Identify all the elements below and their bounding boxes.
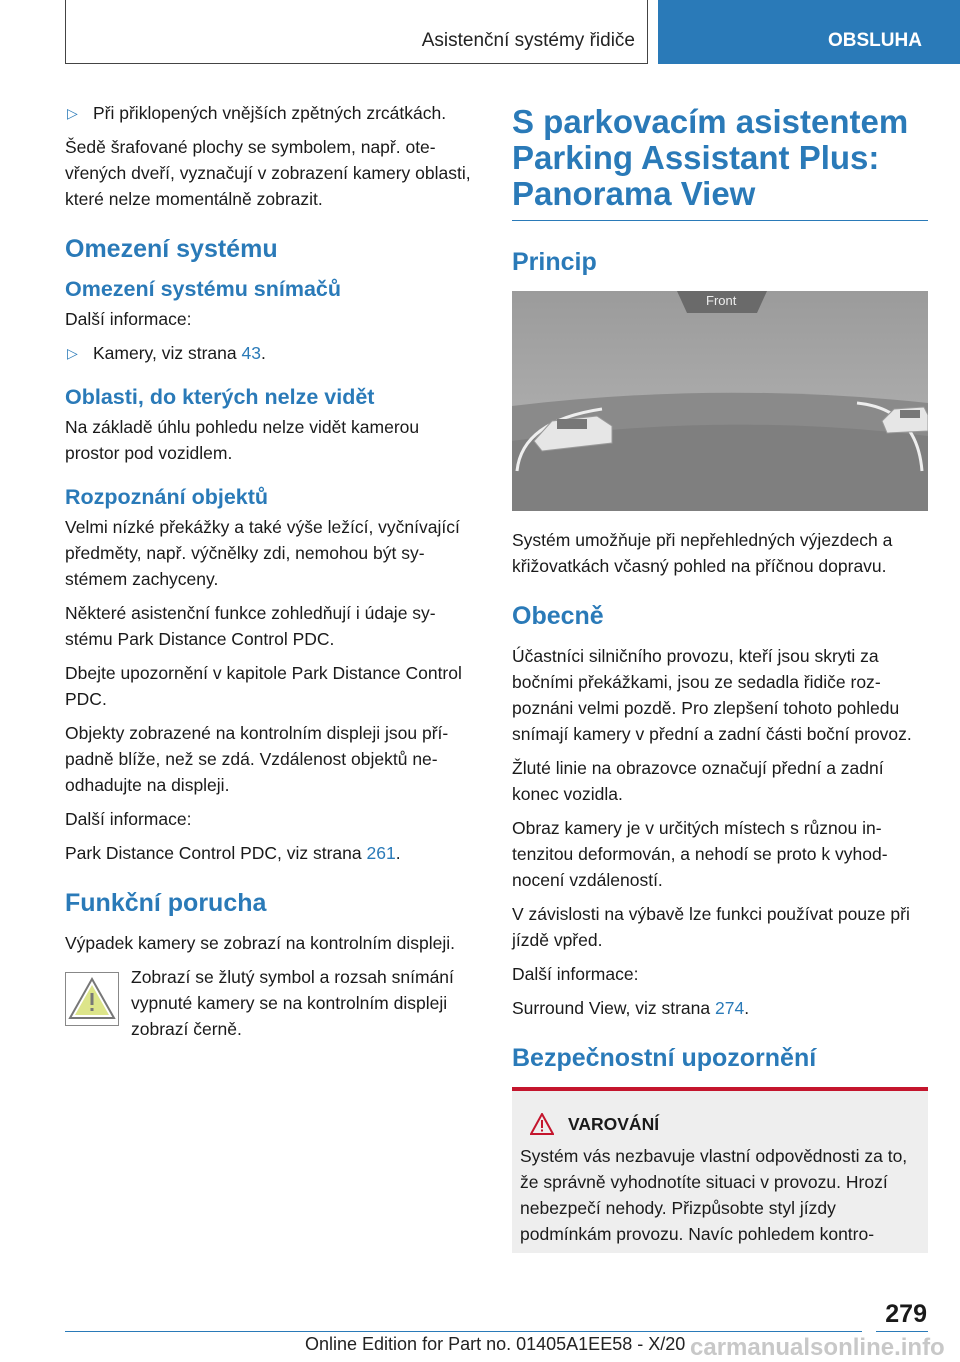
panorama-view-figure <box>512 291 928 511</box>
paragraph: Systém umožňuje při nepřehledných výjezdech a křižovatkách včasný pohled na příčnou dopravu. <box>512 530 893 576</box>
footer-divider-right <box>876 1331 928 1332</box>
header-box <box>65 0 648 64</box>
warning-box <box>512 1087 928 1253</box>
paragraph: Účastníci silničního provozu, kteří jsou skryti za bočními překážkami, jsou ze sedadla řidiče rozpoznáni velmi pozdě. Pro zlepšení tohoto pohledu snímají kamery v přední a zadní části boční provoz. <box>512 646 912 744</box>
list-item-text: Kamery, viz strana <box>93 343 242 363</box>
paragraph: Surround View, viz strana 274. <box>512 998 750 1018</box>
paragraph: Velmi nízké překážky a také výše ležící, vyčnívající předměty, např. výčnělky zdi, nemohou být systémem zachyceny. <box>65 517 460 589</box>
paragraph: Zobrazí se žlutý symbol a rozsah snímání vypnuté kamery se na kontrolním displeji zobrazí černě. <box>131 967 454 1039</box>
paragraph: Výpadek kamery se zobrazí na kontrolním displeji. <box>65 933 456 953</box>
paragraph: Objekty zobrazené na kontrolním displeji jsou případně blíže, než se zdá. Vzdálenost objektů neodhadujte na displeji. <box>65 723 449 795</box>
warning-title-row <box>520 1113 920 1135</box>
page-link-43[interactable]: 43 <box>241 343 261 363</box>
list-item <box>65 100 477 126</box>
warning-title: VAROVÁNÍ <box>568 1113 660 1134</box>
warning-icon <box>530 1113 554 1135</box>
warning-text: Systém vás nezbavuje vlastní odpovědnosti za to, že správně vyhodnotíte situaci v provozu. Hrozí nebezpečí nehody. Přizpůsobte styl jízdy podmínkám provozu. Navíc pohledem kontro- <box>520 1146 908 1244</box>
page-number: 279 <box>885 1300 927 1328</box>
left-column <box>65 100 477 1050</box>
heading-blind-areas: Oblasti, do kterých nelze vidět <box>65 385 375 409</box>
paragraph: Žluté linie na obrazovce označují přední a zadní konec vozidla. <box>512 758 884 804</box>
heading-sensor-limits: Omezení systému snímačů <box>65 277 342 301</box>
paragraph: V závislosti na výbavě lze funkci používat pouze při jízdě vpřed. <box>512 904 910 950</box>
page-link-261[interactable]: 261 <box>366 843 396 863</box>
section-title: S parkovacím asistentem Parking Assistant Plus: Panorama View <box>512 104 928 221</box>
surround-ref-text: Surround View, viz strana <box>512 998 715 1018</box>
paragraph: Obraz kamery je v určitých místech s různou intenzitou deformován, a nehodí se proto k vyhodnocení vzdáleností. <box>512 818 888 890</box>
watermark: carmanualsonline.info <box>690 1334 945 1361</box>
paragraph: Dbejte upozornění v kapitole Park Distance Control PDC. <box>65 663 462 709</box>
heading-malfunction: Funkční porucha <box>65 889 267 917</box>
paragraph: Park Distance Control PDC, viz strana 261. <box>65 843 401 863</box>
paragraph: Na základě úhlu pohledu nelze vidět kamerou prostor pod vozidlem. <box>65 417 420 463</box>
header-title: Asistenční systémy řidiče <box>421 30 635 51</box>
paragraph: Některé asistenční funkce zohledňují i údaje systému Park Distance Control PDC. <box>65 603 436 649</box>
warning-triangle-icon <box>65 972 119 1026</box>
paragraph: Šedě šrafované plochy se symbolem, např. otevřených dveří, vyznačují v zobrazení kamery oblasti, které nelze momentálně zobrazit. <box>65 137 471 209</box>
heading-safety: Bezpečnostní upozornění <box>512 1044 817 1072</box>
edition-info: Online Edition for Part no. 01405A1EE58 - X/20 <box>305 1334 686 1354</box>
pdc-ref-text: Park Distance Control PDC, viz strana <box>65 843 367 863</box>
footer-divider <box>65 1331 862 1332</box>
figure-front-label: Front <box>706 293 737 308</box>
more-info-label: Další informace: <box>65 309 192 329</box>
warning-symbol-note <box>65 964 477 1042</box>
triangle-bullet-icon: ▷ <box>67 105 78 121</box>
heading-system-limits: Omezení systému <box>65 235 278 263</box>
heading-principle: Princip <box>512 248 597 276</box>
page-link-274[interactable]: 274 <box>714 998 745 1018</box>
more-info-label: Další informace: <box>65 809 192 829</box>
more-info-label: Další informace: <box>512 964 639 984</box>
heading-object-detection: Rozpoznání objektů <box>65 485 269 509</box>
list-item-text: Při přiklopených vnějších zpětných zrcátkách. <box>93 103 447 123</box>
right-column <box>512 100 928 1253</box>
list-item: ▷ Kamery, viz strana 43. <box>65 340 477 366</box>
heading-general: Obecně <box>512 602 604 630</box>
triangle-bullet-icon: ▷ <box>67 345 78 361</box>
section-tab: OBSLUHA <box>658 0 960 64</box>
